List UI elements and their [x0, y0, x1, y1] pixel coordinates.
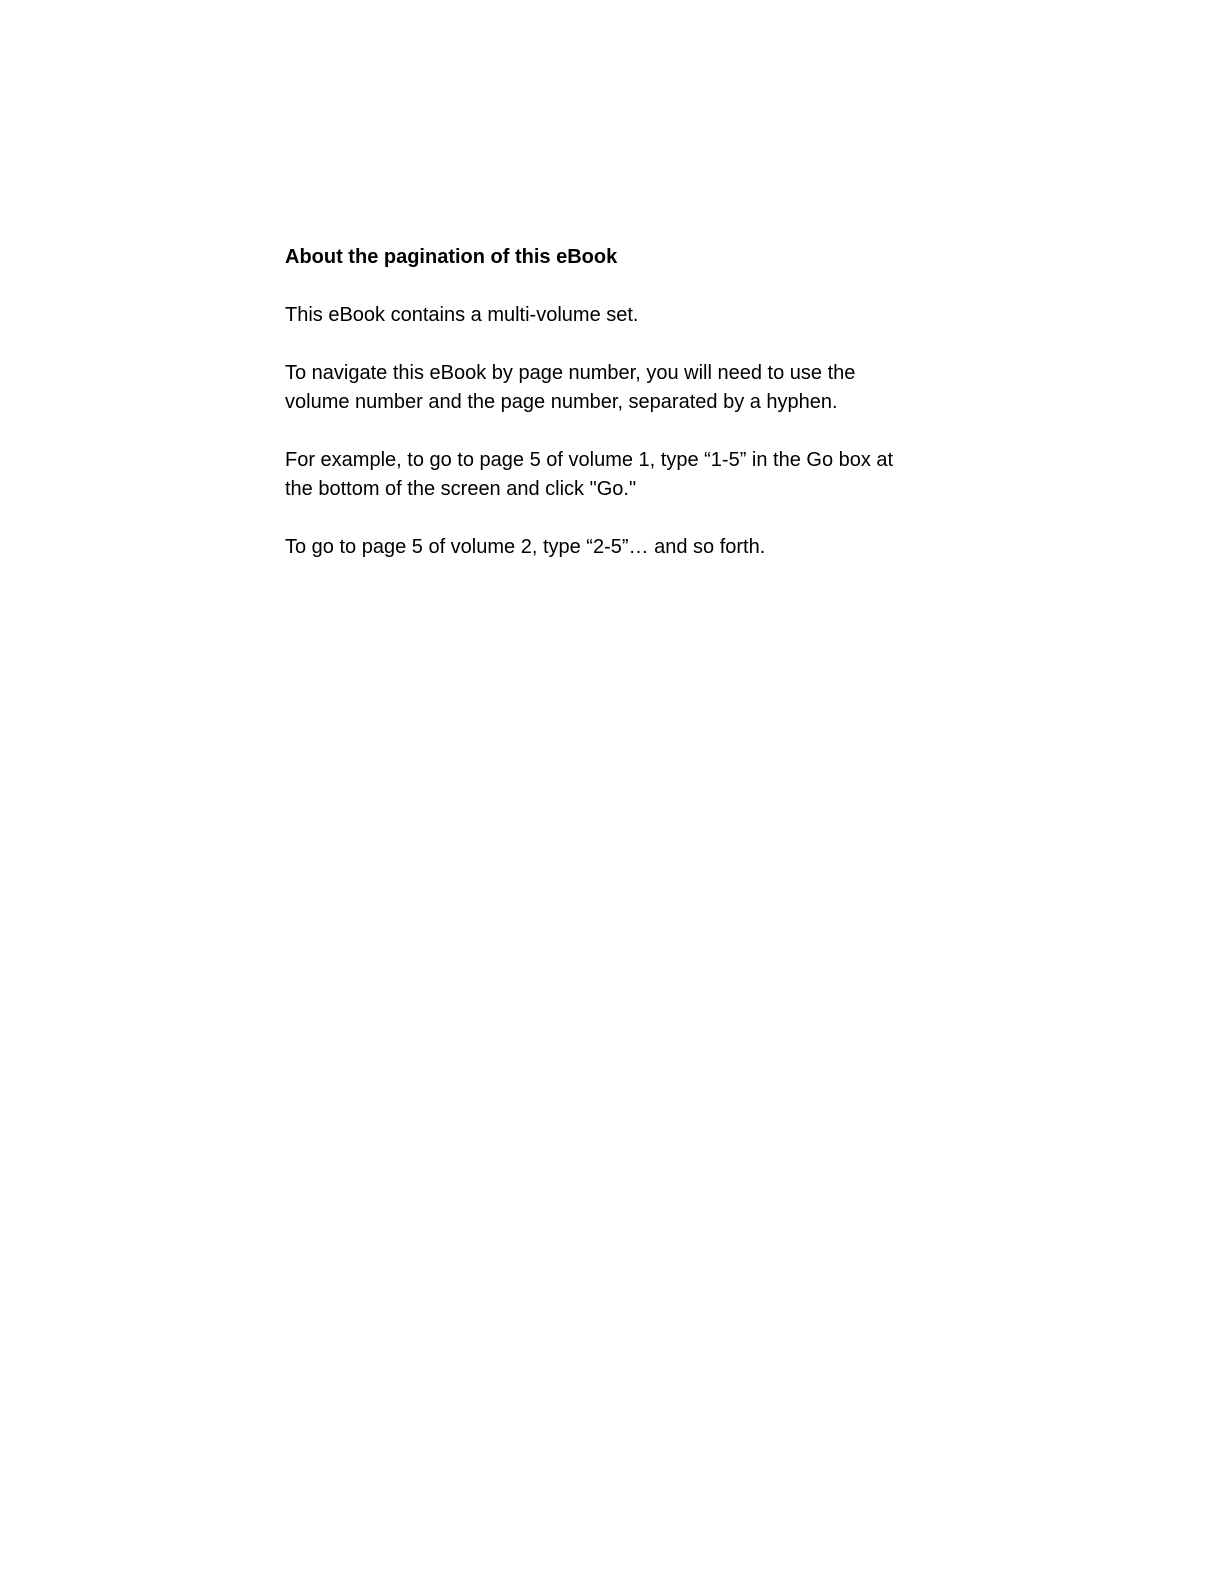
- paragraph-line: For example, to go to page 5 of volume 1, type “1-5” in the Go box at: [285, 449, 894, 471]
- paragraph-multi-volume: [285, 301, 985, 330]
- paragraph-line: To go to page 5 of volume 2, type “2-5”… and so forth.: [285, 536, 766, 558]
- paragraph-example-volume-2: [285, 533, 985, 562]
- paragraph-line: This eBook contains a multi-volume set.: [285, 304, 639, 326]
- paragraph-line: volume number and the page number, separated by a hyphen.: [285, 391, 838, 413]
- document-heading: About the pagination of this eBook: [285, 246, 618, 268]
- paragraph-line: the bottom of the screen and click "Go.": [285, 478, 637, 500]
- paragraph-example-volume-1: [285, 446, 985, 504]
- paragraph-line: To navigate this eBook by page number, you will need to use the: [285, 362, 856, 384]
- document-body: [285, 243, 985, 591]
- paragraph-navigation: [285, 359, 985, 417]
